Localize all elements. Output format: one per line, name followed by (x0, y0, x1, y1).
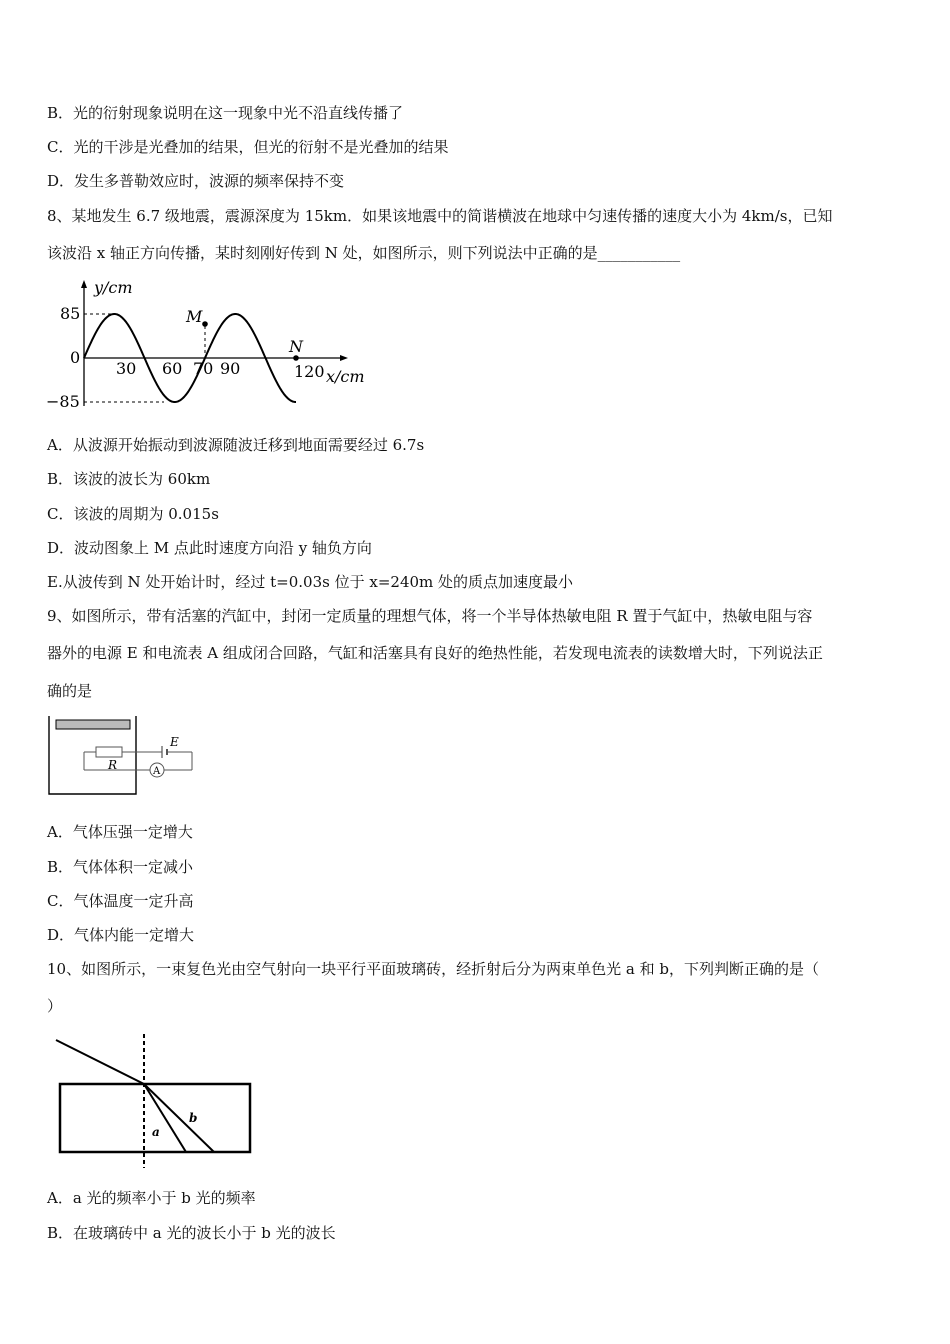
beam-a-label: a (152, 1125, 160, 1139)
question-9-line-3: 确的是 (47, 682, 93, 700)
x-tick-30: 30 (116, 359, 137, 378)
option-8c: C．该波的周期为 0.015s (47, 505, 219, 523)
cylinder-circuit-diagram (44, 712, 204, 798)
x-tick-60: 60 (162, 359, 183, 378)
point-m-marker (202, 321, 208, 327)
option-9c: C．气体温度一定升高 (47, 892, 194, 910)
question-10-line-2: ） (47, 997, 63, 1015)
question-9-line-1: 9、如图所示，带有活塞的汽缸中，封闭一定质量的理想气体，将一个半导体热敏电阻 R 置于气缸中，热敏电阻与容 (47, 607, 813, 625)
source-label: E (170, 735, 179, 749)
option-7c: C．光的干涉是光叠加的结果，但光的衍射不是光叠加的结果 (47, 138, 449, 156)
option-8e: E.从波传到 N 处开始计时，经过 t=0.03s 位于 x=240m 处的质点加速度最小 (47, 573, 574, 591)
question-10-line-1: 10、如图所示，一束复色光由空气射向一块平行平面玻璃砖，经折射后分为两束单色光 a 和 b，下列判断正确的是（ (47, 960, 819, 978)
point-n-label: N (289, 337, 303, 356)
option-7b: B．光的衍射现象说明在这一现象中光不沿直线传播了 (47, 104, 404, 122)
option-9a: A．气体压强一定增大 (47, 823, 193, 841)
y-tick-85: 85 (60, 304, 81, 323)
option-8b: B．该波的波长为 60km (47, 470, 211, 488)
option-9b: B．气体体积一定减小 (47, 858, 194, 876)
point-n-marker (293, 355, 299, 361)
option-10b: B．在玻璃砖中 a 光的波长小于 b 光的波长 (47, 1224, 336, 1242)
y-tick-0: 0 (70, 348, 81, 367)
incident-ray (56, 1040, 144, 1084)
y-tick-neg85: −85 (46, 392, 80, 411)
option-8a: A．从波源开始振动到波源随波迁移到地面需要经过 6.7s (47, 436, 425, 454)
beam-b-label: b (189, 1111, 198, 1125)
x-tick-90: 90 (220, 359, 241, 378)
question-9-line-2: 器外的电源 E 和电流表 A 组成闭合回路，气缸和活塞具有良好的绝热性能，若发现电流表的读数增大时，下列说法正 (47, 644, 823, 662)
option-7d: D．发生多普勒效应时，波源的频率保持不变 (47, 172, 345, 190)
x-tick-120: 120 (294, 362, 325, 381)
resistor-label: R (108, 758, 118, 772)
ammeter-label: A (153, 766, 161, 777)
option-8d: D．波动图象上 M 点此时速度方向沿 y 轴负方向 (47, 539, 372, 557)
question-8-line-2: 该波沿 x 轴正方向传播，某时刻刚好传到 N 处，如图所示，则下列说法中正确的是___________ (47, 244, 681, 262)
resistor (96, 747, 122, 757)
option-10a: A．a 光的频率小于 b 光的频率 (47, 1189, 256, 1207)
piston (56, 720, 130, 729)
option-9d: D．气体内能一定增大 (47, 926, 195, 944)
y-axis-label: y/cm (94, 278, 133, 297)
question-8-line-1: 8、某地发生 6.7 级地震，震源深度为 15km．如果该地震中的简谐横波在地球中匀速传播的速度大小为 4km/s，已知 (47, 207, 833, 225)
glass-block-diagram (44, 1030, 259, 1170)
wave-graph (44, 276, 384, 418)
x-tick-70: 70 (193, 359, 214, 378)
x-axis-label: x/cm (326, 367, 365, 386)
point-m-label: M (186, 307, 203, 326)
